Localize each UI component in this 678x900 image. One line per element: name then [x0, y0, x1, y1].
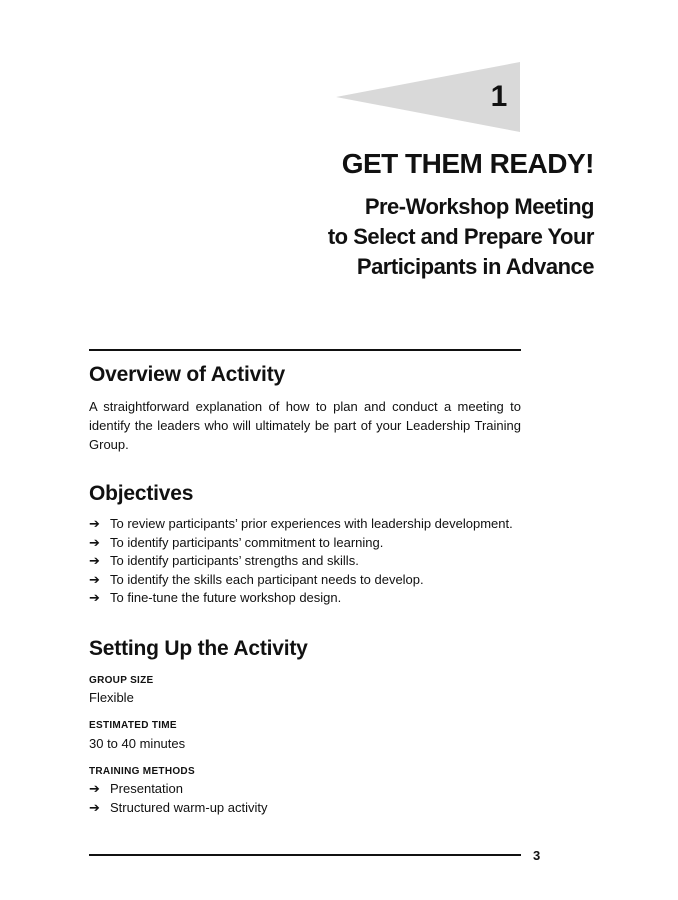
setup-heading: Setting Up the Activity: [89, 637, 308, 660]
overview-text: A straightforward explanation of how to plan and conduct a meeting to identify the leaders who will ultimately be part of your Leadership Training Group.: [89, 399, 521, 452]
arrow-icon: ➔: [89, 799, 100, 815]
list-item: [89, 515, 529, 534]
page-number: 3: [533, 848, 541, 863]
list-item: [89, 571, 529, 590]
chapter-title: GET THEM READY!: [341, 148, 594, 179]
list-item: [89, 589, 529, 608]
arrow-icon: ➔: [89, 516, 100, 531]
group-size-label: GROUP SIZE: [89, 675, 154, 686]
list-item-text: To identify participants’ strengths and skills.: [110, 553, 359, 568]
section-divider: [89, 349, 521, 351]
arrow-icon: ➔: [89, 534, 100, 550]
arrow-icon: ➔: [89, 781, 100, 796]
chapter-subtitle-line: Participants in Advance: [356, 254, 594, 279]
list-item: [89, 534, 529, 553]
chapter-number: 1: [490, 80, 508, 113]
list-item: [89, 780, 529, 799]
chapter-subtitle: [174, 192, 594, 282]
arrow-icon: ➔: [89, 590, 100, 605]
list-item-text: To review participants’ prior experiences with leadership development.: [110, 516, 513, 531]
training-methods-list: [89, 780, 529, 817]
overview-heading: Overview of Activity: [89, 363, 285, 386]
chapter-subtitle-line: to Select and Prepare Your: [327, 224, 594, 249]
list-item-text: Structured warm-up activity: [110, 799, 268, 815]
list-item: [89, 799, 529, 818]
list-item-text: To identify participants’ commitment to learning.: [110, 534, 384, 550]
list-item: [89, 552, 529, 571]
training-methods-label: TRAINING METHODS: [89, 766, 195, 777]
objectives-heading: Objectives: [89, 482, 194, 505]
list-item-text: To identify the skills each participant needs to develop.: [110, 571, 424, 587]
list-item-text: To fine-tune the future workshop design.: [110, 590, 342, 605]
estimated-time-label: ESTIMATED TIME: [89, 720, 177, 731]
group-size-value: Flexible: [89, 690, 134, 705]
objectives-list: [89, 515, 529, 608]
list-item-text: Presentation: [110, 781, 183, 796]
estimated-time-value: 30 to 40 minutes: [89, 736, 186, 751]
arrow-icon: ➔: [89, 553, 100, 568]
footer-rule: [89, 854, 521, 856]
arrow-icon: ➔: [89, 571, 100, 587]
chapter-subtitle-line: Pre-Workshop Meeting: [364, 194, 594, 219]
